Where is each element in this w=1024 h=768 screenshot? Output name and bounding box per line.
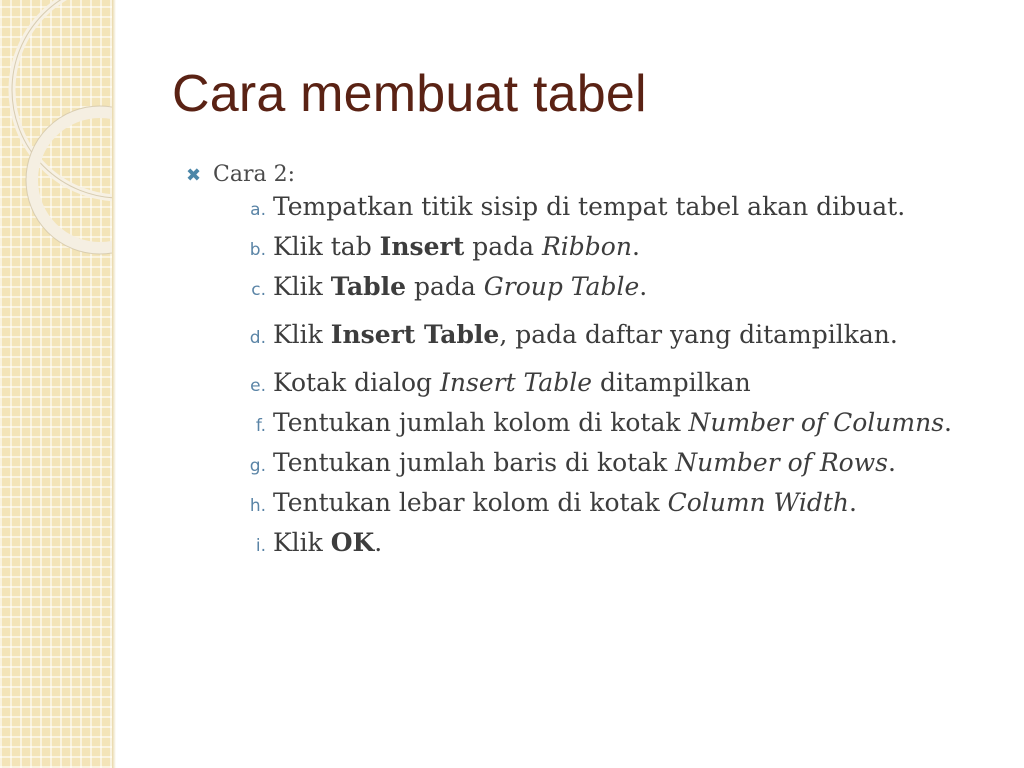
- step-e: [228, 369, 992, 400]
- step-marker: f.: [255, 416, 266, 436]
- step-text: Klik OK.: [273, 528, 383, 557]
- step-g: [228, 449, 992, 480]
- step-a: [228, 193, 992, 224]
- step-marker: d.: [249, 328, 266, 348]
- step-c: [228, 273, 992, 304]
- step-marker: b.: [249, 240, 266, 260]
- step-i: [228, 529, 992, 560]
- step-marker: a.: [250, 200, 266, 220]
- step-marker: h.: [249, 496, 266, 516]
- step-text: Klik tab Insert pada Ribbon.: [273, 232, 640, 261]
- step-h: [228, 489, 992, 520]
- step-text: Tempatkan titik sisip di tempat tabel akan dibuat.: [273, 192, 906, 221]
- step-text: Kotak dialog Insert Table ditampilkan: [273, 368, 751, 397]
- step-marker: g.: [249, 456, 266, 476]
- step-text: Tentukan lebar kolom di kotak Column Width.: [273, 488, 857, 517]
- step-marker: c.: [251, 280, 266, 300]
- bullet-item: [186, 162, 992, 187]
- decorative-sidebar: [0, 0, 112, 768]
- slide-content: [186, 162, 992, 569]
- ring-middle: [32, 112, 112, 248]
- step-marker: e.: [250, 376, 266, 396]
- sidebar-edge: [112, 0, 116, 768]
- step-text: Klik Table pada Group Table.: [273, 272, 648, 301]
- step-d: [228, 321, 992, 352]
- bullet-text: Cara 2:: [213, 162, 295, 187]
- step-f: [228, 409, 992, 440]
- step-text: Tentukan jumlah kolom di kotak Number of Columns.: [273, 408, 952, 437]
- x-bullet-icon: ✖: [186, 165, 202, 186]
- decorative-rings: [0, 0, 112, 260]
- step-text: Tentukan jumlah baris di kotak Number of Rows.: [273, 448, 896, 477]
- step-text: Klik Insert Table, pada daftar yang ditampilkan.: [273, 320, 898, 349]
- step-marker: i.: [255, 536, 266, 556]
- step-b: [228, 233, 992, 264]
- steps-list: [186, 193, 992, 560]
- slide-title: Cara membuat tabel: [172, 65, 647, 123]
